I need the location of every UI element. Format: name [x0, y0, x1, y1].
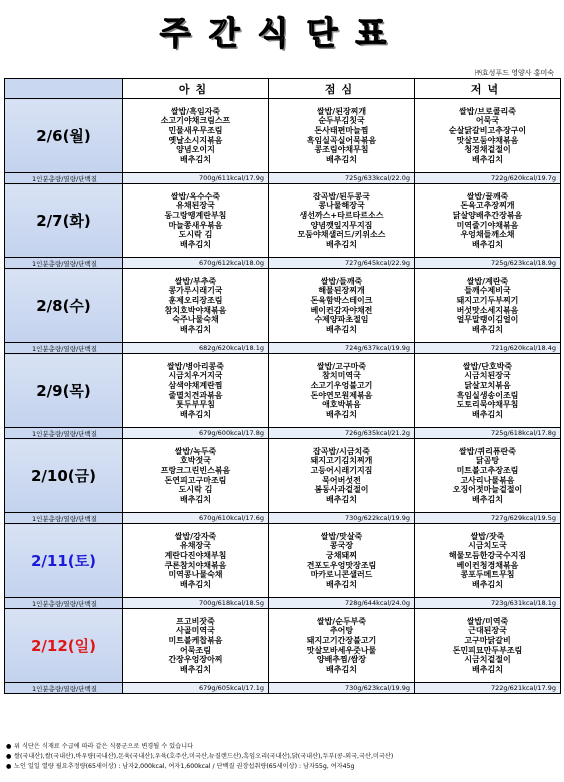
menu-item: 시금치도국: [468, 541, 507, 551]
lunch-cell: [269, 439, 415, 513]
lunch-cell: [269, 99, 415, 173]
day-label: 2/12(일): [5, 609, 123, 683]
menu-item: 맛살모둠야채볶음: [456, 135, 519, 145]
menu-item: 훈제오리장조림: [168, 295, 223, 305]
menu-item: 미역콩나물숙채: [168, 570, 223, 580]
menu-item: 오징어젓마늘겉절이: [452, 485, 523, 495]
lunch-cell: [269, 354, 415, 428]
total-label: 1인분총량/열량/단백질: [5, 343, 123, 354]
day-label: 2/6(월): [5, 99, 123, 173]
menu-item: 순살닭갈비고추장구이: [448, 125, 527, 135]
menu-item: 생선까스+타르타르소스: [299, 210, 384, 220]
lunch-cell: [269, 524, 415, 598]
dinner-cell: [415, 354, 561, 428]
menu-item: 배추김치: [326, 579, 357, 589]
lunch-cell: [269, 269, 415, 343]
menu-item: 배추김치: [472, 154, 503, 164]
day-row: [5, 269, 561, 343]
menu-item: 쌀밥/병아리콩죽: [166, 361, 225, 371]
total-value: 679g/600kcal/17.8g: [123, 428, 269, 439]
dinner-cell: [415, 524, 561, 598]
menu-item: 배추김치: [472, 494, 503, 504]
menu-item: 돼지고기간장불고기: [306, 635, 377, 645]
menu-item: 모둠야채샐러드/키위소스: [297, 230, 386, 240]
total-row: [5, 428, 561, 439]
menu-item: 쌀밥/퀴리퓨란죽: [458, 446, 517, 456]
total-row: [5, 598, 561, 609]
dinner-cell: [415, 439, 561, 513]
menu-item: 배추김치: [180, 409, 211, 419]
menu-item: 배추김치: [326, 239, 357, 249]
menu-item: 사골미역국: [176, 626, 215, 636]
menu-item: 배추김치: [472, 579, 503, 589]
menu-item: 쌀밥/부추죽: [174, 276, 217, 286]
menu-item: 어묵조림: [180, 645, 211, 655]
menu-item: 쌀밥/옥수수죽: [170, 191, 221, 201]
menu-item: 쌀밥/단호박죽: [462, 361, 513, 371]
breakfast-cell: [123, 184, 269, 258]
menu-item: 견포도우엉맛장조림: [306, 560, 377, 570]
menu-item: 청경채겉절이: [464, 145, 511, 155]
menu-item: 배추김치: [472, 239, 503, 249]
menu-item: 쌀밥/맛살죽: [320, 531, 363, 541]
total-row: [5, 258, 561, 269]
total-value: 722g/621kcal/17.9g: [415, 683, 561, 694]
menu-item: 쌀밥/꿀깨죽: [466, 191, 509, 201]
menu-item: 돈육고추장찌개: [460, 201, 515, 211]
menu-item: 베이컨청경채볶음: [456, 560, 519, 570]
note-line: [6, 752, 558, 762]
total-value: 722g/620kcal/19.7g: [415, 173, 561, 184]
day-row: [5, 184, 561, 258]
menu-item: 배추김치: [180, 154, 211, 164]
menu-item: 양배추찜/쌈장: [316, 655, 367, 665]
menu-item: 동그랑땡계란부침: [164, 210, 227, 220]
total-value: 670g/610kcal/17.6g: [123, 513, 269, 524]
total-row: [5, 513, 561, 524]
menu-item: 쌀밥/녹두죽: [174, 446, 217, 456]
total-row: [5, 173, 561, 184]
menu-item: 돈연피고구마조림: [164, 475, 227, 485]
total-label: 1인분총량/열량/단백질: [5, 598, 123, 609]
total-label: 1인분총량/열량/단백질: [5, 258, 123, 269]
menu-item: 콩조림야채무침: [314, 145, 369, 155]
menu-item: 배추김치: [326, 324, 357, 334]
menu-item: 참치호박야채볶음: [164, 305, 227, 315]
day-label: 2/10(금): [5, 439, 123, 513]
header-dinner: 저녁: [415, 79, 561, 99]
dinner-cell: [415, 269, 561, 343]
menu-item: 콩나물해장국: [318, 201, 365, 211]
menu-item: 프고비잣죽: [176, 616, 215, 626]
menu-item: 흑임실생송이조림: [456, 390, 519, 400]
menu-item: 돈민피묘만두부조림: [452, 645, 523, 655]
note-text: 노인 일일 열량 필요추정량(65세이상) : 남자2,000kcal, 여자1,600kcal / 단백질 권장섭취량(65세이상) : 남자55g, 여자45g: [14, 763, 355, 770]
menu-item: 삼색야채계란찜: [168, 380, 223, 390]
menu-item: 쌀밥/된장찌개: [316, 106, 367, 116]
menu-item: 맛살모바세우줏나물: [306, 645, 377, 655]
note-line: [6, 762, 558, 772]
total-value: 730g/622kcal/19.9g: [269, 513, 415, 524]
menu-item: 시금치겉절이: [464, 655, 511, 665]
day-row: [5, 439, 561, 513]
header-corner: [5, 79, 123, 99]
menu-item: 시금치우거지국: [168, 371, 223, 381]
total-label: 1인분총량/열량/단백질: [5, 513, 123, 524]
menu-item: 옛날소시지볶음: [168, 135, 223, 145]
notes: [6, 742, 558, 772]
note-text: 쌀(국내산),쌀(국내산),바우량(국내산),돈육(국내산),우육(호주산,미국산,뉴질랜드산),흑임오리(국내산),닭(국내산),두부(콩-외국,국산,미국산): [14, 753, 394, 760]
day-label: 2/7(화): [5, 184, 123, 258]
breakfast-cell: [123, 354, 269, 428]
menu-item: 쌀밥/순두부죽: [316, 616, 367, 626]
menu-item: 묵어버섯전: [322, 475, 361, 485]
bullet-icon: ●: [6, 753, 12, 760]
total-value: 730g/623kcal/19.9g: [269, 683, 415, 694]
menu-item: 마늘쫑새우볶음: [168, 220, 223, 230]
menu-item: 돼지고기두부찌기: [456, 295, 519, 305]
menu-item: 도토리묵야채무침: [456, 400, 519, 410]
menu-item: 배추김치: [180, 324, 211, 334]
menu-item: 배추김치: [326, 494, 357, 504]
menu-item: 고등어시래기지짐: [310, 465, 373, 475]
breakfast-cell: [123, 269, 269, 343]
menu-item: 쌀밥/브로콜리죽: [458, 106, 517, 116]
menu-item: 줄멸치견과볶음: [168, 390, 223, 400]
total-value: 670g/612kcal/18.0g: [123, 258, 269, 269]
day-row: [5, 99, 561, 173]
menu-item: 고구마닭갈비: [464, 635, 511, 645]
page-title: 주간식단표: [159, 14, 405, 52]
menu-item: 수제양파초절임: [314, 315, 369, 325]
menu-item: 쌀밥/강자죽: [174, 531, 217, 541]
menu-item: 어묵국: [475, 116, 500, 126]
menu-item: 버섯맛소세지볶음: [456, 305, 519, 315]
breakfast-cell: [123, 99, 269, 173]
menu-item: 호박젓국: [180, 456, 211, 466]
menu-item: 쌀밥/계란죽: [466, 276, 509, 286]
menu-item: 배추김치: [180, 579, 211, 589]
total-value: 728g/644kcal/24.0g: [269, 598, 415, 609]
menu-item: 얼무말랭이김얼이: [456, 315, 519, 325]
total-value: 723g/631kcal/18.1g: [415, 598, 561, 609]
weekly-menu-table: [4, 78, 561, 694]
menu-item: 우엉채들깨소채: [460, 230, 515, 240]
note-line: [6, 742, 558, 752]
menu-item: 양념오이지: [176, 145, 215, 155]
breakfast-cell: [123, 524, 269, 598]
total-label: 1인분총량/열량/단백질: [5, 428, 123, 439]
menu-item: 양념깻잎지무지짐: [310, 220, 373, 230]
menu-item: 마카로니콘샐러드: [310, 570, 373, 580]
total-value: 725g/633kcal/22.0g: [269, 173, 415, 184]
header-row: [5, 79, 561, 99]
menu-item: 유채된장국: [176, 201, 215, 211]
menu-item: 궁채돼찌: [326, 550, 357, 560]
menu-item: 배추김치: [472, 409, 503, 419]
menu-item: 쿠론참치야채볶음: [164, 560, 227, 570]
header-lunch: 점심: [269, 79, 415, 99]
menu-item: 잡곡밥/시금치죽: [312, 446, 371, 456]
total-value: 725g/623kcal/18.9g: [415, 258, 561, 269]
total-value: 727g/645kcal/22.9g: [269, 258, 415, 269]
menu-item: 배추김치: [326, 409, 357, 419]
menu-item: 돈육함박스테이크: [310, 295, 373, 305]
menu-item: 민물새우무조림: [168, 125, 223, 135]
menu-item: 애호박볶음: [322, 400, 361, 410]
menu-item: 배추김치: [472, 664, 503, 674]
menu-item: 도시락 김: [178, 485, 213, 495]
menu-item: 배추김치: [180, 664, 211, 674]
menu-item: 봄동사과겉절이: [314, 485, 369, 495]
total-value: 727g/629kcal/19.5g: [415, 513, 561, 524]
menu-item: 베이컨감자야채전: [310, 305, 373, 315]
menu-item: 근대된장국: [468, 626, 507, 636]
header-breakfast: 아침: [123, 79, 269, 99]
breakfast-cell: [123, 439, 269, 513]
menu-item: 잡곡밥/된두콩국: [312, 191, 371, 201]
menu-body: [5, 99, 561, 694]
menu-item: 배추김치: [326, 664, 357, 674]
total-label: 1인분총량/열량/단백질: [5, 683, 123, 694]
menu-item: 배추김치: [326, 154, 357, 164]
total-row: [5, 343, 561, 354]
dinner-cell: [415, 609, 561, 683]
lunch-cell: [269, 609, 415, 683]
menu-item: 해물된장찌개: [318, 286, 365, 296]
breakfast-cell: [123, 609, 269, 683]
menu-item: 배추김치: [472, 324, 503, 334]
menu-item: 프랑크그린빈스볶음: [160, 465, 231, 475]
menu-item: 돼지고기김치찌개: [310, 456, 373, 466]
menu-item: 고사리나물볶음: [460, 475, 515, 485]
total-value: 725g/618kcal/17.8g: [415, 428, 561, 439]
menu-item: 쌀밥/잣죽: [470, 531, 505, 541]
menu-item: 미트볼케찹볶음: [168, 635, 223, 645]
dinner-cell: [415, 184, 561, 258]
menu-item: 숙주나물숙채: [172, 315, 219, 325]
menu-item: 콩국장: [329, 541, 354, 551]
menu-item: 소고기야채크림스프: [160, 116, 231, 126]
menu-item: 해물모듬한강국수지짐: [448, 550, 527, 560]
menu-item: 콩포두메트무침: [460, 570, 515, 580]
bullet-icon: ●: [6, 743, 12, 750]
menu-item: 참치미역국: [322, 371, 361, 381]
menu-item: 콩가루시래기국: [168, 286, 223, 296]
menu-item: 들깨수제비국: [464, 286, 511, 296]
menu-item: 쌀밥/고구마죽: [316, 361, 367, 371]
menu-item: 유채장국: [180, 541, 211, 551]
menu-item: 순두부김칫국: [318, 116, 365, 126]
organization-label: ㈜효성푸드 영양사 홍미숙: [474, 69, 554, 77]
menu-item: 배추김치: [180, 494, 211, 504]
menu-item: 쌀밥/흑임자죽: [170, 106, 221, 116]
total-value: 682g/620kcal/18.1g: [123, 343, 269, 354]
menu-item: 간장우엉장아찌: [168, 655, 223, 665]
total-value: 700g/618kcal/18.5g: [123, 598, 269, 609]
menu-item: 돈사태편마늘찜: [314, 125, 369, 135]
menu-item: 추어탕: [329, 626, 354, 636]
menu-item: 소고기우엉불고기: [310, 380, 373, 390]
total-row: [5, 683, 561, 694]
menu-item: 닭살양배추간장볶음: [452, 210, 523, 220]
day-label: 2/9(목): [5, 354, 123, 428]
menu-item: 톳두부무침: [176, 400, 215, 410]
dinner-cell: [415, 99, 561, 173]
menu-item: 쌀밥/들깨죽: [320, 276, 363, 286]
menu-item: 계란다진야채부침: [164, 550, 227, 560]
menu-item: 도시락 김: [178, 230, 213, 240]
menu-item: 시금치된장국: [464, 371, 511, 381]
menu-item: 배추김치: [180, 239, 211, 249]
day-label: 2/11(토): [5, 524, 123, 598]
menu-item: 미역줄기야채볶음: [456, 220, 519, 230]
lunch-cell: [269, 184, 415, 258]
day-row: [5, 524, 561, 598]
menu-item: 흑임실곡실어묵볶음: [306, 135, 377, 145]
total-value: 726g/635kcal/21.2g: [269, 428, 415, 439]
title-bar: [0, 0, 564, 62]
total-value: 724g/637kcal/19.9g: [269, 343, 415, 354]
menu-item: 미트볼고추장조림: [456, 465, 519, 475]
menu-item: 닭살꼬치볶음: [464, 380, 511, 390]
day-label: 2/8(수): [5, 269, 123, 343]
day-row: [5, 354, 561, 428]
day-row: [5, 609, 561, 683]
total-value: 721g/620kcal/18.4g: [415, 343, 561, 354]
total-value: 679g/605kcal/17.1g: [123, 683, 269, 694]
note-text: 위 식단은 식재료 수급에 따라 같은 식품군으로 변경될 수 있습니다: [14, 743, 194, 750]
total-value: 700g/611kcal/17.9g: [123, 173, 269, 184]
bullet-icon: ●: [6, 763, 12, 770]
total-label: 1인분총량/열량/단백질: [5, 173, 123, 184]
menu-item: 닭곰탕: [475, 456, 500, 466]
menu-item: 쌀밥/미역죽: [466, 616, 509, 626]
menu-item: 돈야연모원제볶음: [310, 390, 373, 400]
